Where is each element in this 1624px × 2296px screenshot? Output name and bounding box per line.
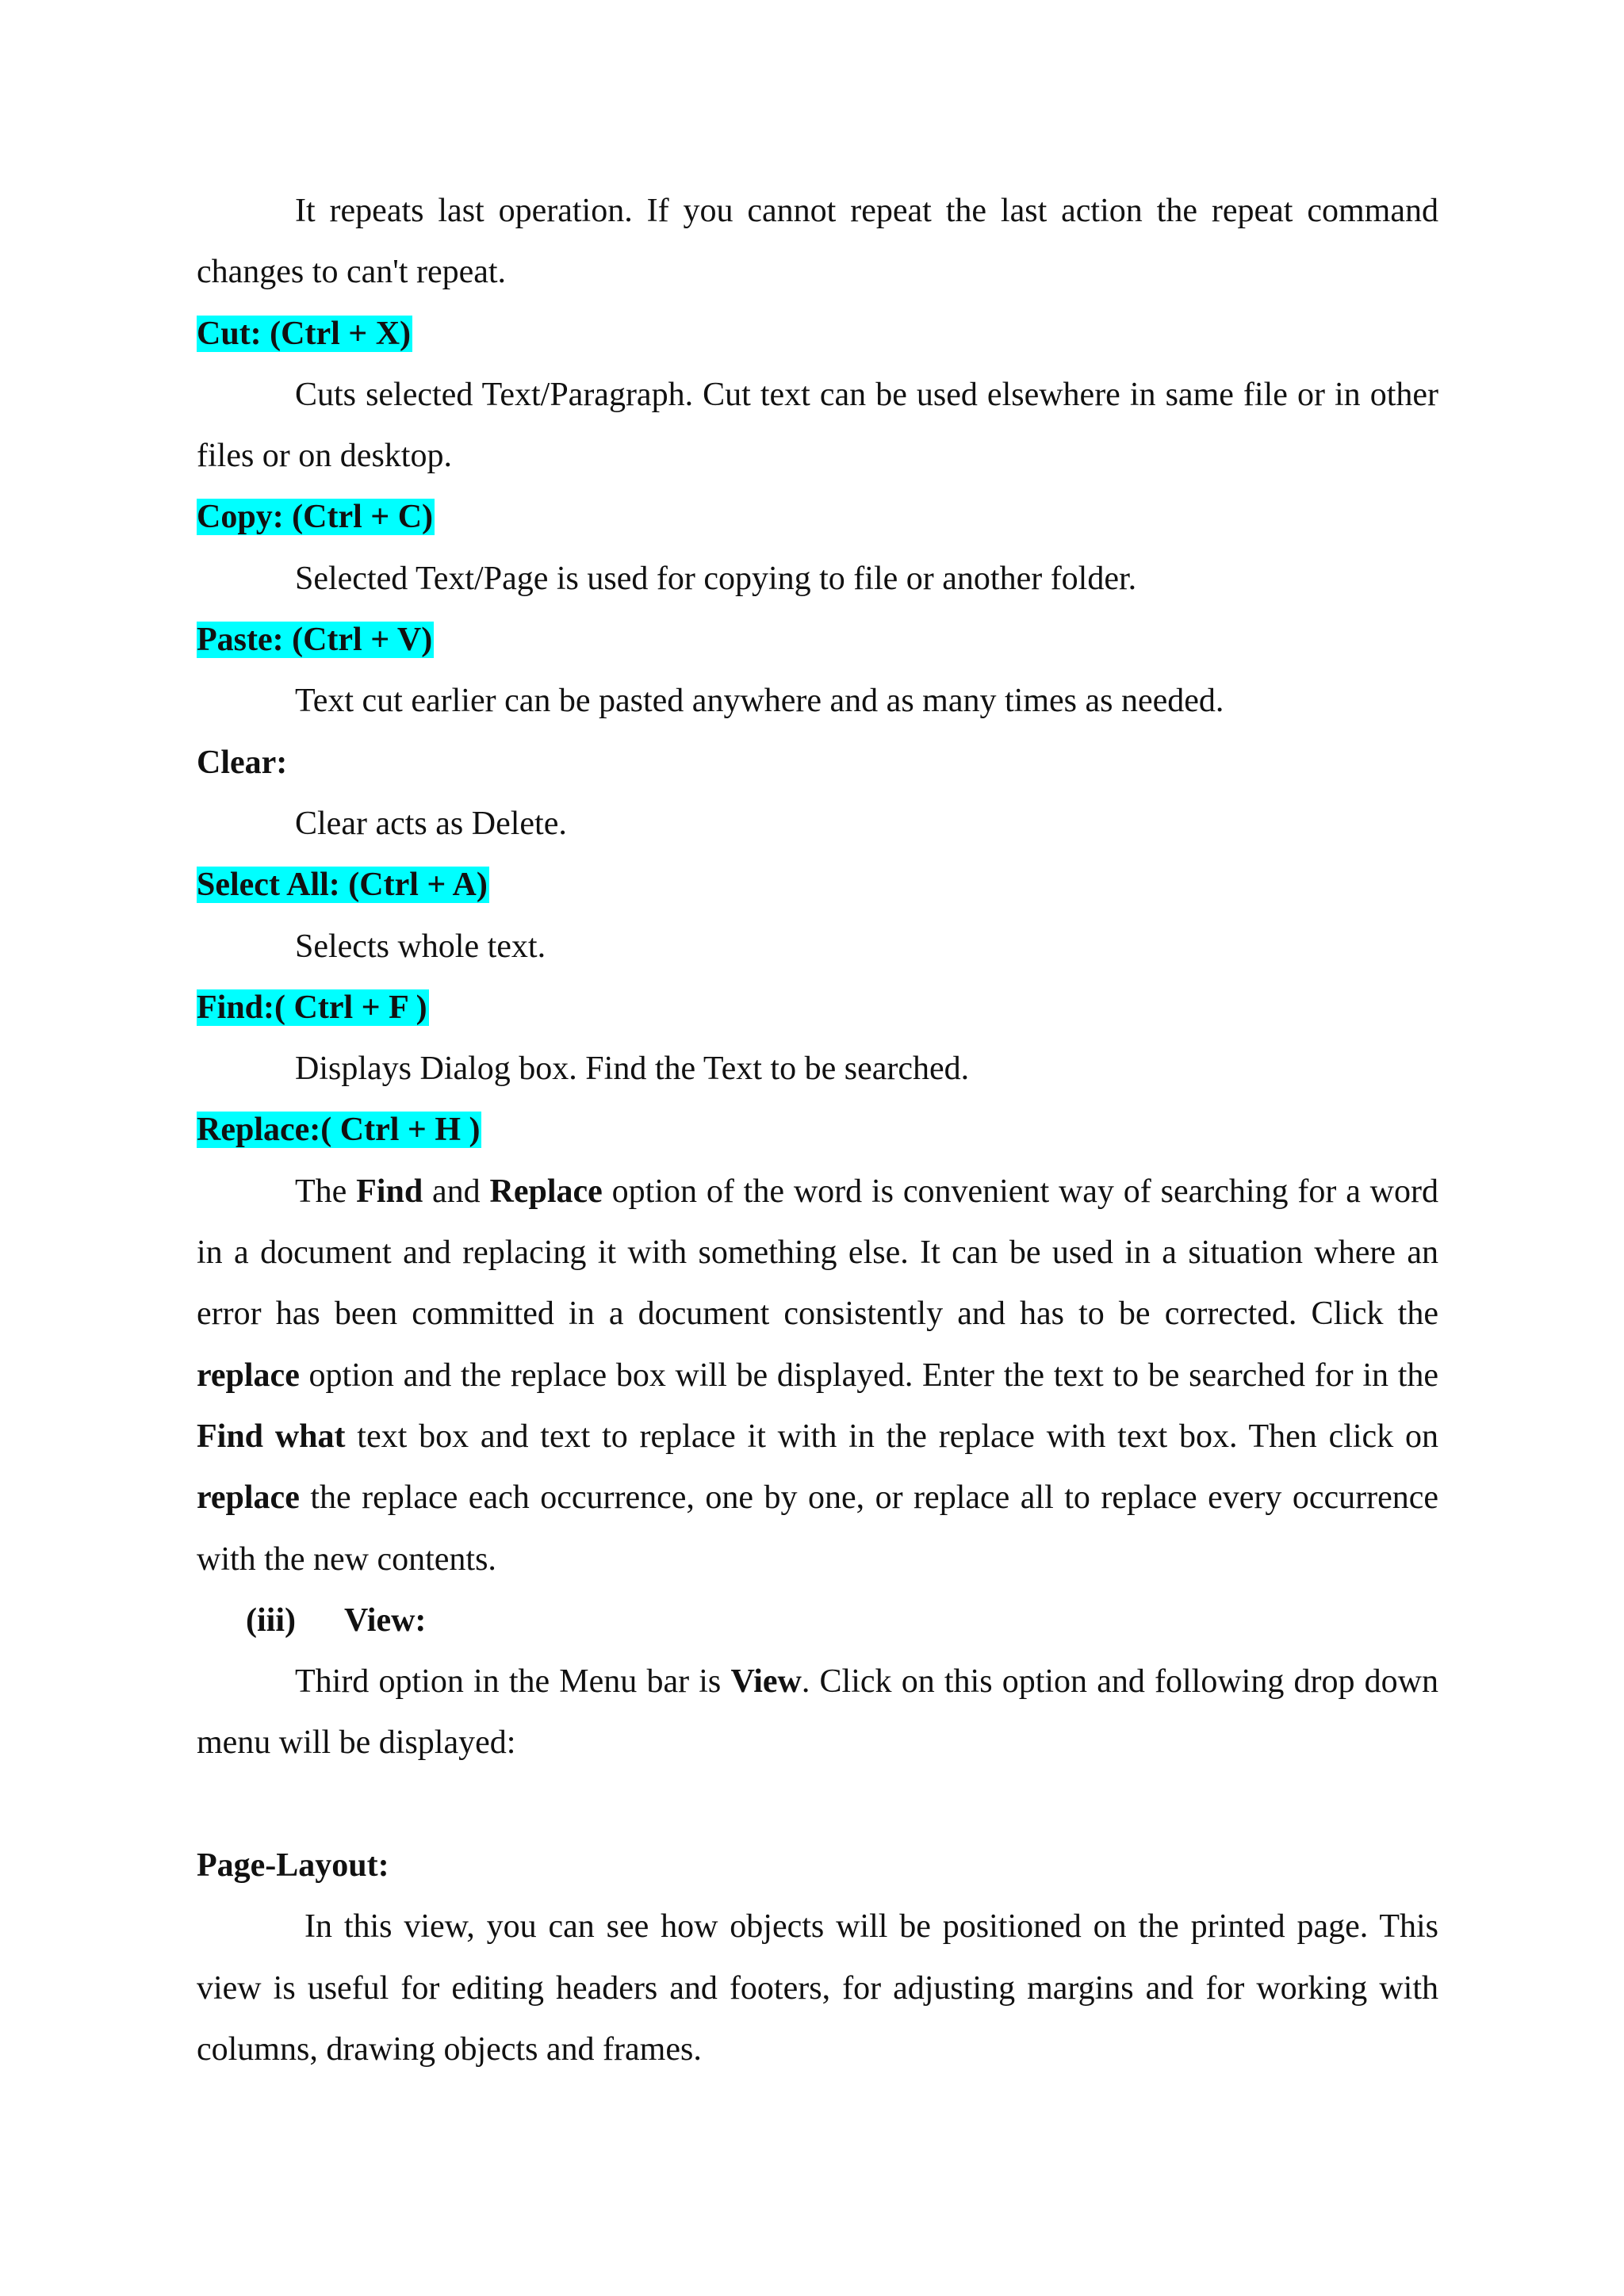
cut-paragraph: Cuts selected Text/Paragraph. Cut text can be used elsewhere in same file or in other files or on desktop. [197,376,1438,475]
paste-paragraph: Text cut earlier can be pasted anywhere and as many times as needed. [295,683,1224,720]
cut-heading [197,304,1438,365]
replace-bold-find-what: Find what [197,1418,346,1455]
page-layout-paragraph: In this view, you can see how objects will be positioned on the printed page. This view is useful for editing headers and footers, for adjusting margins and for working with columns, drawing objects and frames. [197,1908,1438,2068]
replace-text-6: the replace each occurrence, one by one, or replace all to replace every occurrence with the new contents. [197,1479,1438,1578]
view-heading-number: (iii) [246,1601,296,1639]
replace-text-4: option and the replace box will be displayed. Enter the text to be searched for in the [299,1357,1438,1394]
find-heading-text: Find:( Ctrl + F ) [197,989,427,1026]
paste-heading [197,610,1438,671]
replace-bold-replace: Replace [489,1173,603,1210]
replace-text-3: option of the word is convenient way of searching for a word in a document and replacing it with something else. It can be used in a situation where an error has been committed in a document consistently and has to be corrected. Click the [197,1173,1438,1333]
replace-text-1: The [295,1173,357,1210]
replace-text-5: text box and text to replace it with in the replace with text box. Then click on [345,1418,1438,1455]
replace-paragraph [197,1161,1438,1590]
view-text-2: . Click on this option and following drop down menu will be displayed: [197,1663,1438,1762]
select-all-paragraph: Selects whole text. [295,928,546,965]
find-heading [197,978,1438,1039]
clear-heading: Clear: [197,744,288,781]
select-all-heading-text: Select All: (Ctrl + A) [197,867,488,904]
view-heading-label: View: [344,1601,427,1639]
cut-heading-text: Cut: (Ctrl + X) [197,315,412,352]
paste-heading-text: Paste: (Ctrl + V) [197,622,433,659]
view-text-1: Third option in the Menu bar is [295,1663,731,1701]
find-paragraph: Displays Dialog box. Find the Text to be searched. [295,1050,970,1088]
copy-paragraph: Selected Text/Page is used for copying to file or another folder. [295,560,1137,597]
copy-heading-text: Copy: (Ctrl + C) [197,499,434,536]
replace-bold-find: Find [356,1173,423,1210]
replace-bold-replace-2: replace [197,1357,300,1394]
view-paragraph [197,1651,1438,1774]
replace-text-2: and [423,1173,490,1210]
page-layout-heading: Page-Layout: [197,1847,389,1885]
clear-paragraph: Clear acts as Delete. [295,805,567,842]
blank-line [197,1774,1438,1835]
document-page [197,181,1438,2080]
repeat-paragraph: It repeats last operation. If you cannot repeat the last action the repeat command changes to can't repeat. [197,193,1438,291]
replace-heading-text: Replace:( Ctrl + H ) [197,1112,481,1149]
view-heading [197,1590,1438,1651]
view-bold-view: View [730,1663,802,1701]
replace-heading [197,1100,1438,1161]
select-all-heading [197,855,1438,916]
replace-bold-replace-3: replace [197,1479,300,1517]
copy-heading [197,487,1438,548]
